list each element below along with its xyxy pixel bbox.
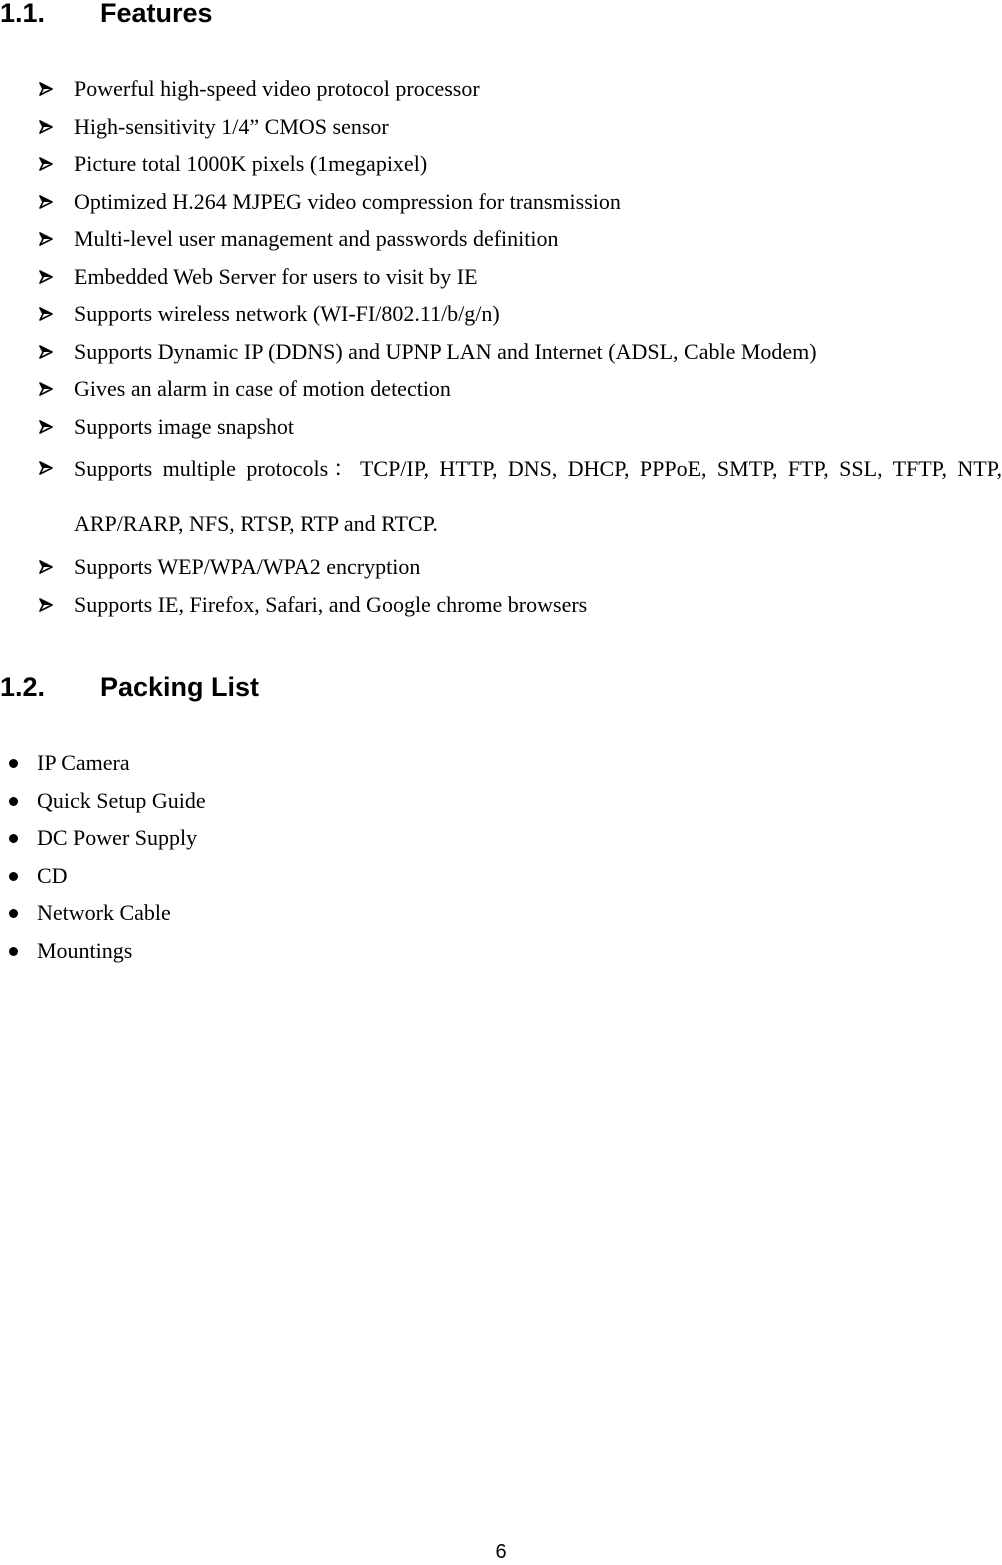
feature-text: Supports IE, Firefox, Safari, and Google chrome browsers <box>74 591 588 617</box>
feature-item <box>0 183 1002 221</box>
arrowhead-bullet-icon <box>39 560 53 574</box>
packing-item <box>0 894 206 932</box>
feature-item <box>0 295 1002 333</box>
arrowhead-bullet-icon <box>39 598 53 612</box>
feature-item <box>0 70 1002 108</box>
feature-text: Picture total 1000K pixels (1megapixel) <box>74 151 428 176</box>
packing-item-text: Quick Setup Guide <box>37 787 206 813</box>
arrowhead-bullet-icon <box>39 232 53 246</box>
dot-bullet-icon <box>9 759 18 768</box>
arrowhead-bullet-icon <box>39 270 53 284</box>
feature-text: Embedded Web Server for users to visit by IE <box>74 263 478 289</box>
features-section-title: Features <box>100 0 213 28</box>
feature-item <box>0 370 1002 408</box>
packing-item-text: DC Power Supply <box>37 825 198 850</box>
feature-item <box>0 586 1002 624</box>
feature-text: High-sensitivity 1/4” CMOS sensor <box>74 113 389 139</box>
packing-item <box>0 744 206 782</box>
packing-item <box>0 857 206 895</box>
feature-text: Supports Dynamic IP (DDNS) and UPNP LAN and Internet (ADSL, Cable Modem) <box>74 338 817 364</box>
packing-item-text: IP Camera <box>37 750 130 775</box>
packing-section-title: Packing List <box>100 672 260 702</box>
feature-item <box>0 408 1002 446</box>
packing-section-number: 1.2. <box>0 672 46 702</box>
feature-item <box>0 220 1002 258</box>
page-number: 6 <box>495 1541 507 1563</box>
arrowhead-bullet-icon <box>39 307 53 321</box>
packing-item <box>0 932 206 970</box>
feature-text: Gives an alarm in case of motion detection <box>74 376 451 401</box>
feature-item <box>0 441 1002 551</box>
dot-bullet-icon <box>9 872 18 881</box>
dot-bullet-icon <box>9 909 18 918</box>
packing-list-heading <box>0 672 259 702</box>
packing-item <box>0 782 206 820</box>
arrowhead-bullet-icon <box>39 420 53 434</box>
feature-item <box>0 145 1002 183</box>
arrowhead-bullet-icon <box>39 82 53 96</box>
feature-item <box>0 333 1002 371</box>
packing-item-text: Network Cable <box>37 900 171 925</box>
feature-item <box>0 108 1002 146</box>
feature-text: Optimized H.264 MJPEG video compression for transmission <box>74 188 621 214</box>
feature-text: Supports wireless network (WI-FI/802.11/b/g/n) <box>74 301 500 326</box>
feature-text: Powerful high-speed video protocol processor <box>74 76 480 101</box>
packing-item <box>0 819 206 857</box>
arrowhead-bullet-icon <box>39 461 53 475</box>
features-section-number: 1.1. <box>0 0 46 28</box>
packing-item-text: Mountings <box>37 937 133 963</box>
feature-text: Supports image snapshot <box>74 413 294 439</box>
dot-bullet-icon <box>9 947 18 956</box>
feature-text: Supports multiple protocols：TCP/IP, HTTP, DNS, DHCP, PPPoE, SMTP, FTP, SSL, TFTP, NTP, ARP/RARP, NFS, RTSP, RTP and RTCP. <box>74 456 1002 536</box>
arrowhead-bullet-icon <box>39 345 53 359</box>
packing-list <box>0 744 206 969</box>
features-list <box>0 70 1002 623</box>
features-heading <box>0 0 213 28</box>
feature-text: Supports WEP/WPA/WPA2 encryption <box>74 554 421 579</box>
arrowhead-bullet-icon <box>39 157 53 171</box>
arrowhead-bullet-icon <box>39 382 53 396</box>
arrowhead-bullet-icon <box>39 120 53 134</box>
dot-bullet-icon <box>9 797 18 806</box>
feature-text: Multi-level user management and passwords definition <box>74 226 559 251</box>
feature-item <box>0 548 1002 586</box>
feature-item <box>0 258 1002 296</box>
dot-bullet-icon <box>9 834 18 843</box>
packing-item-text: CD <box>37 862 68 888</box>
arrowhead-bullet-icon <box>39 195 53 209</box>
